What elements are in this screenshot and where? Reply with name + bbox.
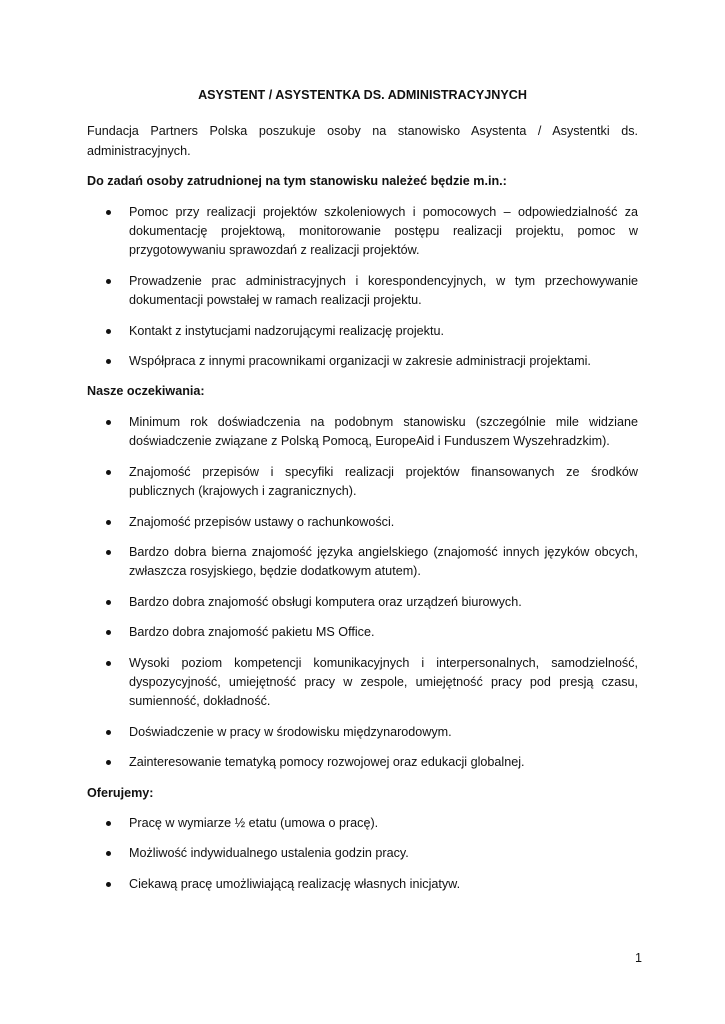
bullet-icon <box>106 760 111 765</box>
list-item-text: Pracę w wymiarze ½ etatu (umowa o pracę). <box>129 815 379 830</box>
bullet-icon <box>106 359 111 364</box>
list-item-text: Minimum rok doświadczenia na podobnym stanowisku (szczególnie mile widziane doświadczenie związane z Polską Pomocą, EuropeAid i Funduszem Wyszehradzkim). <box>129 414 638 449</box>
list-item <box>87 844 638 863</box>
list-item <box>87 322 638 341</box>
list-item <box>87 875 638 894</box>
list-item <box>87 463 638 502</box>
list-item <box>87 654 638 712</box>
bullet-icon <box>106 420 111 425</box>
bullet-icon <box>106 279 111 284</box>
list-item <box>87 623 638 642</box>
section-offer <box>87 784 638 895</box>
bullet-icon <box>106 470 111 475</box>
list-item-text: Bardzo dobra znajomość pakietu MS Office. <box>129 625 375 640</box>
list-item <box>87 272 638 311</box>
bullet-icon <box>106 329 111 334</box>
bullet-list <box>87 814 638 894</box>
bullet-icon <box>106 661 111 666</box>
document-title: ASYSTENT / ASYSTENTKA DS. ADMINISTRACYJNYCH <box>198 88 527 102</box>
list-item <box>87 753 638 772</box>
list-item-text: Współpraca z innymi pracownikami organizacji w zakresie administracji projektami. <box>129 354 591 369</box>
list-item-text: Doświadczenie w pracy w środowisku międzynarodowym. <box>129 724 452 739</box>
section-heading: Oferujemy: <box>87 785 154 800</box>
list-item <box>87 352 638 371</box>
document-body <box>87 86 638 905</box>
list-item <box>87 513 638 532</box>
list-item-text: Pomoc przy realizacji projektów szkoleniowych i pomocowych – odpowiedzialność za dokumentację projektową, monitorowanie postępu realizacji projektu, pomoc w przygotowywaniu sprawozdań z realizacji projektów. <box>129 204 638 258</box>
list-item-text: Zainteresowanie tematyką pomocy rozwojowej oraz edukacji globalnej. <box>129 755 525 770</box>
bullet-list <box>87 413 638 773</box>
section-duties <box>87 172 638 371</box>
list-item-text: Bardzo dobra bierna znajomość języka angielskiego (znajomość innych języków obcych, zwłaszcza rosyjskiego, będzie dodatkowym atutem). <box>129 544 638 579</box>
list-item <box>87 413 638 452</box>
list-item-text: Znajomość przepisów ustawy o rachunkowości. <box>129 514 395 529</box>
bullet-icon <box>106 821 111 826</box>
section-expectations <box>87 382 638 772</box>
list-item-text: Możliwość indywidualnego ustalenia godzin pracy. <box>129 846 409 861</box>
list-item-text: Ciekawą pracę umożliwiającą realizację własnych inicjatyw. <box>129 876 461 891</box>
bullet-icon <box>106 851 111 856</box>
list-item <box>87 814 638 833</box>
bullet-icon <box>106 630 111 635</box>
bullet-list <box>87 203 638 372</box>
list-item <box>87 593 638 612</box>
sections-container <box>87 172 638 894</box>
list-item <box>87 543 638 582</box>
bullet-icon <box>106 550 111 555</box>
section-heading: Do zadań osoby zatrudnionej na tym stanowisku należeć będzie m.in.: <box>87 174 507 189</box>
list-item <box>87 723 638 742</box>
list-item-text: Kontakt z instytucjami nadzorującymi realizację projektu. <box>129 323 444 338</box>
list-item-text: Znajomość przepisów i specyfiki realizacji projektów finansowanych ze środków publicznych (krajowych i zagranicznych). <box>129 464 638 499</box>
list-item-text: Prowadzenie prac administracyjnych i korespondencyjnych, w tym przechowywanie dokumentacji powstałej w ramach realizacji projektu. <box>129 273 638 308</box>
bullet-icon <box>106 520 111 525</box>
bullet-icon <box>106 210 111 215</box>
list-item-text: Bardzo dobra znajomość obsługi komputera oraz urządzeń biurowych. <box>129 594 522 609</box>
section-heading: Nasze oczekiwania: <box>87 384 205 399</box>
bullet-icon <box>106 600 111 605</box>
intro-paragraph: Fundacja Partners Polska poszukuje osoby na stanowisko Asystenta / Asystentki ds. administracyjnych. <box>87 124 638 158</box>
list-item <box>87 203 638 261</box>
bullet-icon <box>106 730 111 735</box>
list-item-text: Wysoki poziom kompetencji komunikacyjnych i interpersonalnych, samodzielność, dyspozycyjność, umiejętność pracy w zespole, umiejętność pracy pod presją czasu, sumienność, dokładność. <box>129 655 638 709</box>
bullet-icon <box>106 882 111 887</box>
page-number: 1 <box>634 951 642 965</box>
